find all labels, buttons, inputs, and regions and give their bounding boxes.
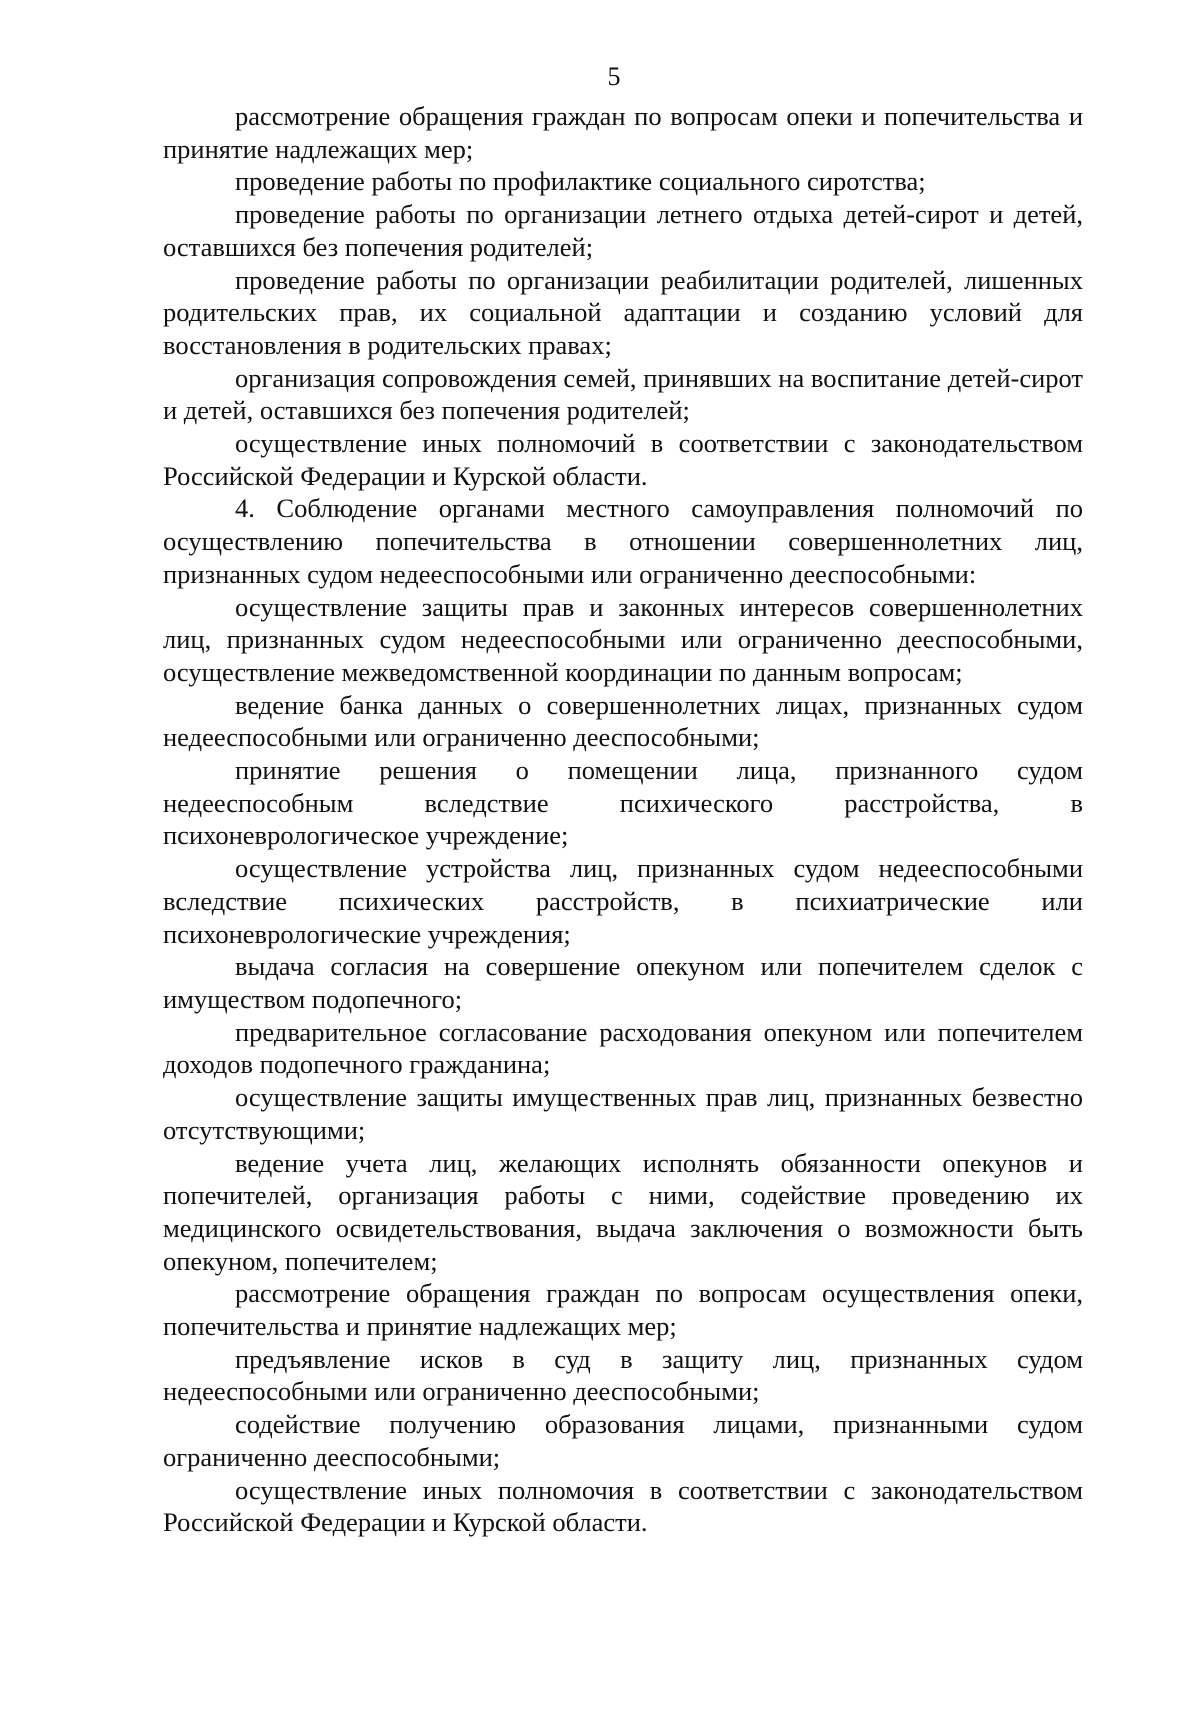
paragraph-citizen-appeals: рассмотрение обращения граждан по вопросам осуществления опеки, попечительства и принятие надлежащих мер; [163, 1278, 1083, 1342]
paragraph-family-support: организация сопровождения семей, принявших на воспитание детей-сирот и детей, оставшихся без попечения родителей; [163, 362, 1083, 426]
paragraph-data-bank: ведение банка данных о совершеннолетних лицах, признанных судом недееспособными или ограниченно дееспособными; [163, 689, 1083, 753]
paragraph-expense-approval: предварительное согласование расходования опекуном или попечителем доходов подопечного гражданина; [163, 1016, 1083, 1080]
paragraph-parent-rehabilitation: проведение работы по организации реабилитации родителей, лишенных родительских прав, их социальной адаптации и созданию условий для восстановления в родительских правах; [163, 264, 1083, 360]
page-number: 5 [607, 62, 621, 91]
paragraph-property-protection: осуществление защиты имущественных прав лиц, признанных безвестно отсутствующими; [163, 1082, 1083, 1145]
paragraph-placement-decision: принятие решения о помещении лица, признанного судом недееспособным вследствие психического расстройства, в психоневрологическое учреждение; [163, 755, 1083, 851]
document-body [163, 100, 1083, 1539]
paragraph-transaction-consent: выдача согласия на совершение опекуном или попечителем сделок с имуществом подопечного; [163, 951, 1083, 1014]
paragraph-court-claims: предъявление исков в суд в защиту лиц, признанных судом недееспособными или ограниченно дееспособными; [163, 1343, 1083, 1407]
paragraph-guardianship-appeals: рассмотрение обращения граждан по вопросам опеки и попечительства и принятие надлежащих мер; [163, 101, 1083, 164]
paragraph-orphanhood-prevention: проведение работы по профилактике социального сиротства; [235, 166, 926, 197]
paragraph-rights-protection: осуществление защиты прав и законных интересов совершеннолетних лиц, признанных судом недееспособными или ограниченно дееспособными, осуществление межведомственной координации по данным вопросам; [163, 591, 1083, 687]
paragraph-institution-placement: осуществление устройства лиц, признанных судом недееспособными вследствие психических расстройств, в психиатрические или психоневрологические учреждения; [163, 853, 1083, 949]
paragraph-other-powers-final: осуществление иных полномочия в соответствии с законодательством Российской Федерации и Курской области. [163, 1474, 1083, 1538]
paragraph-guardian-registry: ведение учета лиц, желающих исполнять обязанности опекунов и попечителей, организация работы с ними, содействие проведению их медицинского освидетельствования, выдача заключения о возможности быть опекуном, попечителем; [163, 1147, 1083, 1276]
paragraph-education-support: содействие получению образования лицами, признанными судом ограниченно дееспособными; [163, 1409, 1083, 1472]
paragraph-other-powers: осуществление иных полномочий в соответствии с законодательством Российской Федерации и Курской области. [163, 428, 1083, 491]
paragraph-summer-rest: проведение работы по организации летнего отдыха детей-сирот и детей, оставшихся без попечения родителей; [163, 199, 1083, 262]
paragraph-section-4: 4. Соблюдение органами местного самоуправления полномочий по осуществлению попечительства в отношении совершеннолетних лиц, признанных судом недееспособными или ограниченно дееспособными: [163, 493, 1083, 589]
